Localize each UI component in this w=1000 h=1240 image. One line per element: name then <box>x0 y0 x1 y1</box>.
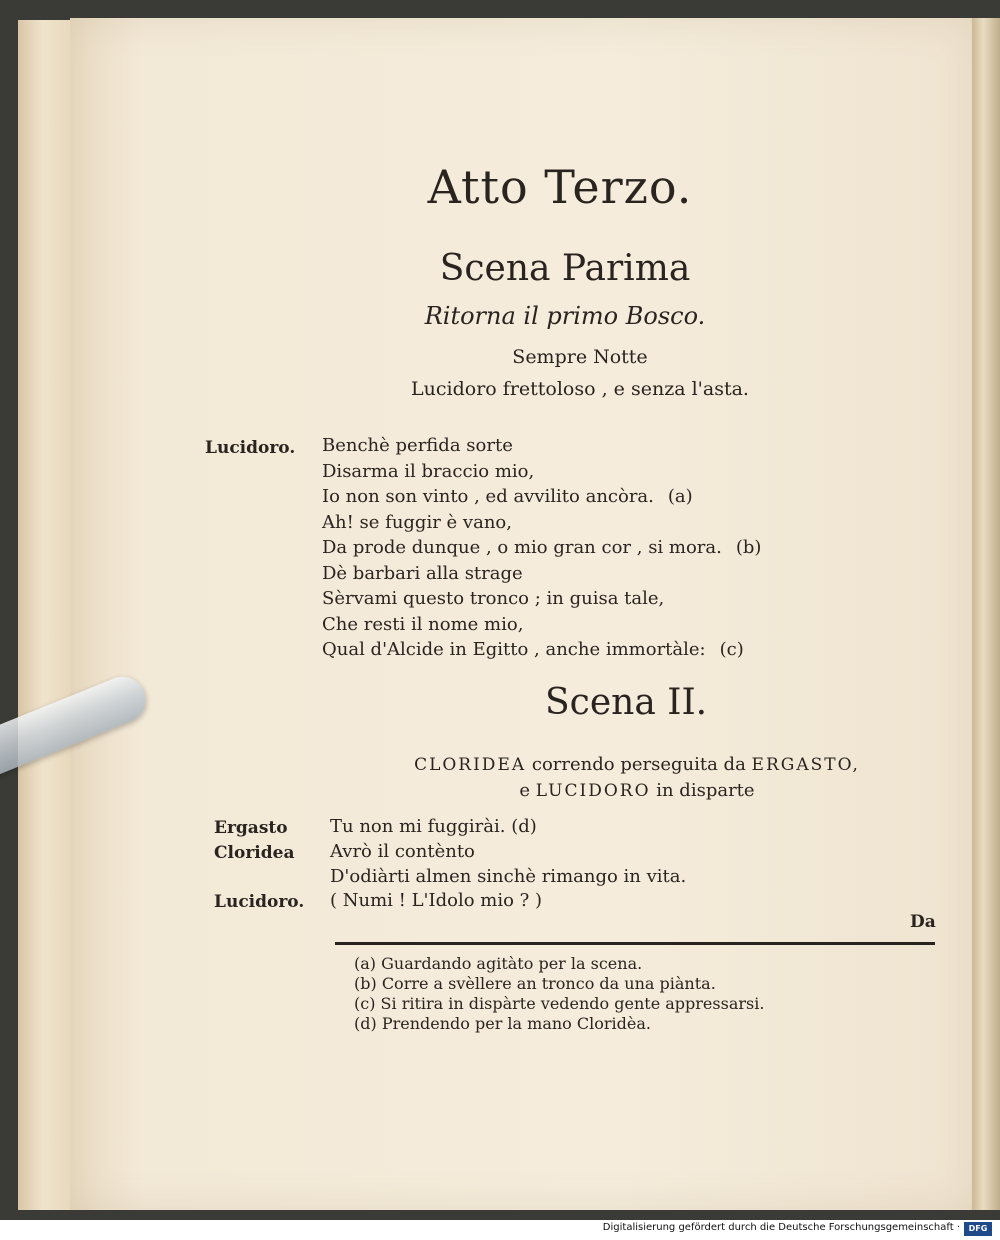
footnote: (b) Corre a svèllere an tronco da una piànta. <box>354 974 716 993</box>
stage-direction: Lucidoro frettoloso , e senza l'asta. <box>411 378 749 400</box>
dialogue-line: D'odiàrti almen sinchè rimango in vita. <box>330 866 687 887</box>
dialogue-line: ( Numi ! L'Idolo mio ? ) <box>330 890 543 911</box>
speaker-name: Ergasto <box>214 818 288 838</box>
verse-text: Io non son vinto , ed avvilito ancòra. <box>322 486 654 507</box>
verse-line <box>322 484 922 510</box>
verse-line: Sèrvami questo tronco ; in guisa tale, <box>322 588 665 609</box>
stage-text: e <box>519 780 536 801</box>
act-title: Atto Terzo. <box>427 160 693 214</box>
footnotes <box>354 954 764 1034</box>
verse-block <box>322 433 922 663</box>
stage-text: correndo perseguita da <box>526 754 752 775</box>
footnote-rule <box>335 942 935 945</box>
footnote-marker: (b) <box>735 537 762 558</box>
setting-subtitle: Ritorna il primo Bosco. <box>424 302 706 330</box>
digitization-credit: Digitalisierung gefördert durch die Deutsche Forschungsgemeinschaft · <box>602 1222 960 1233</box>
dfg-logo: DFG <box>964 1222 992 1236</box>
footnote-marker: (a) <box>667 486 693 507</box>
stage-text: in disparte <box>650 780 755 801</box>
footnote: (a) Guardando agitàto per la scena. <box>354 954 643 973</box>
character-name: CLORIDEA <box>414 755 527 775</box>
verse-line: Che resti il nome mio, <box>322 613 524 635</box>
verse-line <box>322 535 922 561</box>
dialogue-line: Tu non mi fuggirài. (d) <box>330 816 537 837</box>
verse-text: Da prode dunque , o mio gran cor , si mora. <box>322 537 722 558</box>
character-name: ERGASTO, <box>751 755 860 775</box>
footnote: (c) Si ritira in dispàrte vedendo gente appressarsi. <box>354 994 765 1013</box>
speaker-name: Lucidoro. <box>214 892 305 912</box>
scene-title: Scena II. <box>545 682 708 723</box>
dialogue-line: Avrò il contènto <box>330 841 475 862</box>
speaker-name: Cloridea <box>214 843 295 863</box>
stage-line <box>352 778 922 804</box>
footnote-marker: (c) <box>719 639 744 660</box>
verse-line: Benchè perfida sorte <box>322 435 513 456</box>
stage-line <box>352 752 922 778</box>
verse-line <box>322 637 922 663</box>
verse-text: Qual d'Alcide in Egitto , anche immortàle: <box>322 639 706 660</box>
footnote: (d) Prendendo per la mano Cloridèa. <box>354 1014 651 1033</box>
catchword: Da <box>910 912 936 932</box>
verse-line: Ah! se fuggir è vano, <box>322 511 512 533</box>
scene-title: Scena Parima <box>439 248 691 289</box>
verse-line: Disarma il braccio mio, <box>322 460 535 482</box>
stage-direction: Sempre Notte <box>512 346 648 368</box>
character-name: LUCIDORO <box>535 781 651 801</box>
stage-direction <box>352 752 922 804</box>
verse-line: Dè barbari alla strage <box>322 562 523 584</box>
speaker-name: Lucidoro. <box>205 438 296 458</box>
